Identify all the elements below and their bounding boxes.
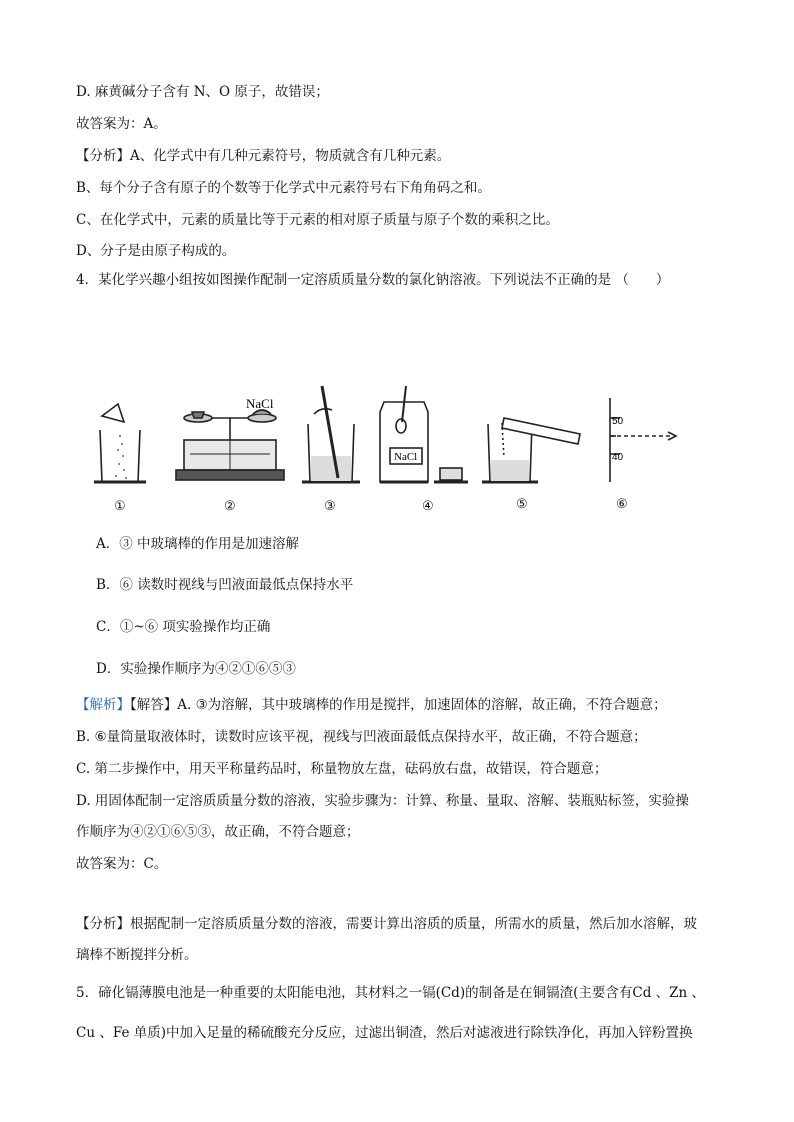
option-d: D．实验操作顺序为④②①⑥⑤③ [96, 661, 296, 677]
question-5-line: Cu 、Fe 单质)中加入足量的稀硫酸充分反应，过滤出铜渣，然后对滤液进行除铁净化，再加入锌粉置换 [76, 1025, 693, 1041]
question-5-line: 5．碲化镉薄膜电池是一种重要的太阳能电池，其材料之一镉(Cd)的制备是在铜镉渣(主要含有Cd 、Zn 、 [76, 985, 705, 1001]
question-4-stem: 4．某化学兴趣小组按如图操作配制一定溶质质量分数的氯化钠溶液。下列说法不正确的是 （ ） [76, 272, 670, 288]
solution-line: B. ⑥量筒量取液体时，读数时应该平视，视线与凹液面最低点保持水平，故正确，不符合题意； [76, 729, 647, 745]
text-line: D、分子是由原子构成的。 [76, 243, 236, 259]
solution-text: 【解答】A. ③为溶解，其中玻璃棒的作用是搅拌，加速固体的溶解，故正确，不符合题意； [130, 697, 667, 713]
step-6-read-cylinder [610, 398, 676, 482]
step-label: ④ [422, 499, 434, 514]
solution-line: D. 用固体配制一定溶质质量分数的溶液，实验步骤为：计算、称量、量取、溶解、装瓶贴标签，实验操 [76, 793, 689, 809]
analysis-line: 璃棒不断搅拌分析。 [76, 947, 198, 963]
step-label: ⑤ [516, 497, 528, 512]
solution-line: 故答案为：C。 [76, 856, 168, 872]
solution-line: 作顺序为④②①⑥⑤③，故正确，不符合题意； [76, 824, 360, 840]
step-label: ⑥ [616, 497, 628, 512]
solution-line: C. 第二步操作中，用天平称量药品时，称量物放左盘，砝码放右盘，故错误，符合题意； [76, 761, 608, 777]
text-line: C、在化学式中，元素的质量比等于元素的相对原子质量与原子个数的乘积之比。 [76, 212, 559, 228]
text-line: 【分析】A、化学式中有几种元素符号，物质就含有几种元素。 [76, 148, 451, 164]
analysis-line: 【分析】根据配制一定溶质质量分数的溶液，需要计算出溶质的质量，所需水的质量，然后加水溶解，玻 [76, 916, 697, 932]
solution-line-1 [76, 695, 667, 715]
step-label: ③ [324, 499, 336, 514]
nacl-bottle-label: NaCl [394, 451, 418, 463]
text-line: 故答案为：A。 [76, 116, 167, 132]
nacl-label: NaCl [246, 396, 274, 411]
scale-bottom-label: 40 [612, 452, 624, 463]
analysis-tag: 【解析】 [76, 697, 130, 713]
step-2-balance [176, 410, 284, 480]
option-a: A．③ 中玻璃棒的作用是加速溶解 [96, 536, 300, 552]
step-5-pour-water [482, 418, 580, 482]
option-c: C．①~⑥ 项实验操作均正确 [96, 619, 271, 635]
text-line: B、每个分子含有原子的个数等于化学式中元素符号右下角角码之和。 [76, 180, 491, 196]
scale-top-label: 50 [612, 416, 624, 427]
step-1-pour-solid [94, 404, 146, 482]
step-label: ② [224, 499, 236, 514]
option-b: B．⑥ 读数时视线与凹液面最低点保持水平 [96, 577, 354, 593]
text-line: D. 麻黄碱分子含有 N、O 原子，故错误； [76, 84, 329, 100]
step-label: ① [114, 499, 126, 514]
experiment-figure [90, 378, 690, 518]
step-4-bottle [380, 386, 468, 482]
step-3-stir [302, 386, 360, 482]
